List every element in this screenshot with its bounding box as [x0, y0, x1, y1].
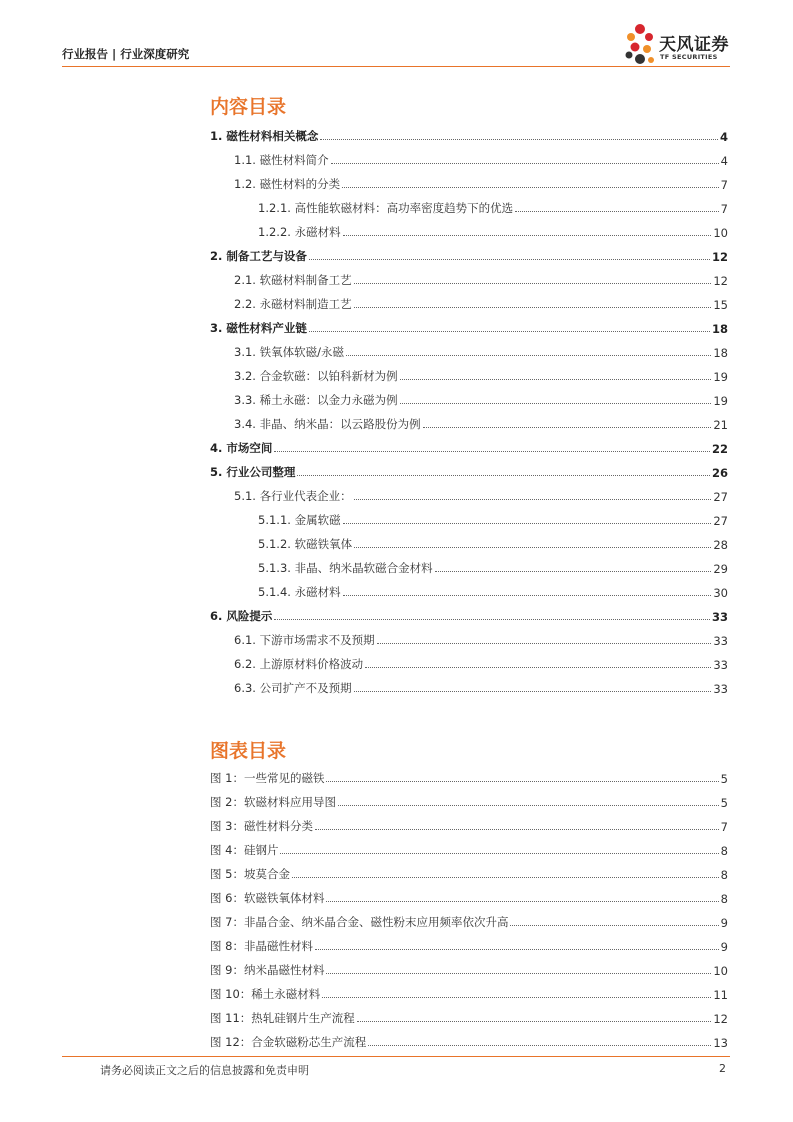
- header-divider: [62, 66, 730, 67]
- figure-entry[interactable]: [210, 762, 728, 786]
- figure-entry[interactable]: [210, 834, 728, 858]
- footer-disclaimer: 请务必阅读正文之后的信息披露和免责申明: [100, 1064, 309, 1077]
- tf-logo-icon: [623, 22, 657, 68]
- toc-entry-label: 2. 制备工艺与设备: [210, 249, 307, 263]
- figure-entry-label: 图 6：软磁铁氧体材料: [210, 891, 325, 905]
- figure-entry-page: 7: [720, 820, 728, 834]
- toc-entry[interactable]: [210, 312, 728, 336]
- toc-entry[interactable]: [210, 144, 728, 168]
- toc-entry-label: 3.4. 非晶、纳米晶：以云路股份为例: [234, 417, 421, 431]
- toc-entry-page: 33: [713, 682, 728, 696]
- dot-leader: [315, 829, 719, 830]
- dot-leader: [292, 877, 719, 878]
- toc-entry-label: 5. 行业公司整理: [210, 465, 296, 479]
- dot-leader: [510, 925, 718, 926]
- toc-entry-label: 6.2. 上游原材料价格波动: [234, 657, 364, 671]
- toc-entry[interactable]: [210, 360, 728, 384]
- toc-entry[interactable]: [210, 384, 728, 408]
- toc-entry[interactable]: [210, 408, 728, 432]
- toc-entry-label: 1. 磁性材料相关概念: [210, 129, 319, 143]
- dot-leader: [343, 235, 712, 236]
- figures-list: [210, 762, 728, 1050]
- dot-leader: [400, 403, 712, 404]
- dot-leader: [435, 571, 712, 572]
- toc-entry-label: 6.3. 公司扩产不及预期: [234, 681, 352, 695]
- toc-entry[interactable]: [210, 432, 728, 456]
- dot-leader: [343, 523, 712, 524]
- dot-leader: [354, 499, 712, 500]
- toc-entry-page: 28: [713, 538, 728, 552]
- dot-leader: [297, 475, 710, 476]
- figure-entry-label: 图 9：纳米晶磁性材料: [210, 963, 325, 977]
- toc-entry-page: 12: [713, 274, 728, 288]
- dot-leader: [354, 691, 712, 692]
- toc-entry-label: 5.1.2. 软磁铁氧体: [258, 537, 353, 551]
- toc-entry[interactable]: [210, 168, 728, 192]
- toc-entry[interactable]: [210, 528, 728, 552]
- dot-leader: [368, 1045, 711, 1046]
- toc-entry-label: 2.2. 永磁材料制造工艺: [234, 297, 352, 311]
- dot-leader: [515, 211, 719, 212]
- toc-entry[interactable]: [210, 288, 728, 312]
- toc-list: [210, 120, 728, 696]
- toc-entry-label: 6. 风险提示: [210, 609, 273, 623]
- footer-divider: [62, 1056, 730, 1057]
- toc-entry-label: 6.1. 下游市场需求不及预期: [234, 633, 375, 647]
- dot-leader: [326, 973, 711, 974]
- toc-entry[interactable]: [210, 216, 728, 240]
- toc-entry[interactable]: [210, 576, 728, 600]
- figure-entry-label: 图 5：坡莫合金: [210, 867, 290, 881]
- toc-entry-page: 27: [713, 490, 728, 504]
- figure-entry-page: 12: [713, 1012, 728, 1026]
- toc-entry-label: 5.1. 各行业代表企业：: [234, 489, 352, 503]
- figure-entry[interactable]: [210, 1026, 728, 1050]
- dot-leader: [343, 595, 712, 596]
- toc-entry-label: 1.2. 磁性材料的分类: [234, 177, 341, 191]
- dot-leader: [357, 1021, 712, 1022]
- figure-entry-page: 8: [720, 892, 728, 906]
- toc-entry-label: 3.2. 合金软磁：以铂科新材为例: [234, 369, 398, 383]
- dot-leader: [326, 901, 718, 902]
- dot-leader: [322, 997, 711, 998]
- toc-entry-page: 33: [713, 634, 728, 648]
- dot-leader: [315, 949, 719, 950]
- toc-entry-page: 33: [713, 658, 728, 672]
- figure-entry[interactable]: [210, 786, 728, 810]
- figure-entry-page: 13: [713, 1036, 728, 1050]
- figure-entry-label: 图 10：稀土永磁材料: [210, 987, 321, 1001]
- dot-leader: [354, 547, 711, 548]
- toc-entry-page: 30: [713, 586, 728, 600]
- toc-entry-page: 33: [711, 610, 728, 624]
- figure-entry[interactable]: [210, 978, 728, 1002]
- figure-entry-label: 图 3：磁性材料分类: [210, 819, 313, 833]
- dot-leader: [354, 283, 712, 284]
- toc-entry-label: 3. 磁性材料产业链: [210, 321, 307, 335]
- dot-leader: [309, 331, 710, 332]
- toc-entry-page: 19: [713, 370, 728, 384]
- toc-entry-label: 2.1. 软磁材料制备工艺: [234, 273, 352, 287]
- toc-entry-page: 7: [720, 202, 728, 216]
- dot-leader: [346, 355, 711, 356]
- figure-entry-label: 图 2：软磁材料应用导图: [210, 795, 336, 809]
- dot-leader: [331, 163, 719, 164]
- toc-entry-page: 22: [711, 442, 728, 456]
- toc-entry-page: 18: [713, 346, 728, 360]
- figure-entry[interactable]: [210, 810, 728, 834]
- figure-entry-page: 8: [720, 868, 728, 882]
- toc-entry-page: 7: [720, 178, 728, 192]
- figure-entry[interactable]: [210, 954, 728, 978]
- dot-leader: [338, 805, 719, 806]
- toc-entry-label: 1.2.2. 永磁材料: [258, 225, 341, 239]
- toc-entry-label: 5.1.3. 非晶、纳米晶软磁合金材料: [258, 561, 433, 575]
- figure-entry[interactable]: [210, 1002, 728, 1026]
- dot-leader: [320, 139, 718, 140]
- toc-entry-label: 5.1.1. 金属软磁: [258, 513, 341, 527]
- toc-entry[interactable]: [210, 192, 728, 216]
- toc-entry[interactable]: [210, 552, 728, 576]
- toc-entry-page: 4: [719, 130, 728, 144]
- figures-title: 图表目录: [210, 740, 287, 762]
- toc-entry-label: 4. 市场空间: [210, 441, 273, 455]
- logo-text-en: TF SECURITIES: [660, 53, 718, 61]
- figure-entry[interactable]: [210, 882, 728, 906]
- toc-entry[interactable]: [210, 624, 728, 648]
- dot-leader: [423, 427, 712, 428]
- figure-entry-page: 11: [713, 988, 728, 1002]
- toc-entry-page: 27: [713, 514, 728, 528]
- dot-leader: [365, 667, 711, 668]
- toc-entry[interactable]: [210, 600, 728, 624]
- figure-entry-label: 图 11：热轧硅钢片生产流程: [210, 1011, 355, 1025]
- toc-entry-label: 3.3. 稀土永磁：以金力永磁为例: [234, 393, 398, 407]
- toc-title: 内容目录: [210, 96, 287, 118]
- toc-entry[interactable]: [210, 504, 728, 528]
- figure-entry-page: 5: [720, 772, 728, 786]
- toc-entry-page: 26: [711, 466, 728, 480]
- dot-leader: [274, 451, 710, 452]
- toc-entry-page: 19: [713, 394, 728, 408]
- toc-entry[interactable]: [210, 336, 728, 360]
- figure-entry-page: 9: [720, 916, 728, 930]
- toc-entry[interactable]: [210, 240, 728, 264]
- toc-entry-label: 5.1.4. 永磁材料: [258, 585, 341, 599]
- header-title: 行业报告 | 行业深度研究: [62, 47, 190, 61]
- dot-leader: [280, 853, 718, 854]
- toc-entry[interactable]: [210, 120, 728, 144]
- figure-entry-label: 图 4：硅钢片: [210, 843, 279, 857]
- toc-entry[interactable]: [210, 480, 728, 504]
- company-logo: [623, 22, 733, 68]
- figure-entry-page: 8: [720, 844, 728, 858]
- toc-entry-label: 1.1. 磁性材料简介: [234, 153, 329, 167]
- dot-leader: [377, 643, 712, 644]
- figure-entry-label: 图 12：合金软磁粉芯生产流程: [210, 1035, 367, 1049]
- toc-entry-page: 4: [720, 154, 728, 168]
- figure-entry-page: 10: [713, 964, 728, 978]
- toc-entry-page: 10: [713, 226, 728, 240]
- toc-entry-page: 12: [711, 250, 728, 264]
- toc-entry-label: 3.1. 铁氧体软磁/永磁: [234, 345, 344, 359]
- toc-entry-page: 29: [713, 562, 728, 576]
- toc-entry-page: 15: [713, 298, 728, 312]
- figure-entry-label: 图 7：非晶合金、纳米晶合金、磁性粉末应用频率依次升高: [210, 915, 509, 929]
- figure-entry-page: 9: [720, 940, 728, 954]
- dot-leader: [354, 307, 712, 308]
- logo-text-cn: 天风证券: [659, 35, 729, 55]
- dot-leader: [400, 379, 712, 380]
- figure-entry-label: 图 1：一些常见的磁铁: [210, 771, 325, 785]
- toc-entry-label: 1.2.1. 高性能软磁材料：高功率密度趋势下的优选: [258, 201, 514, 215]
- dot-leader: [326, 781, 718, 782]
- toc-entry-page: 21: [713, 418, 728, 432]
- toc-entry[interactable]: [210, 456, 728, 480]
- figure-entry-label: 图 8：非晶磁性材料: [210, 939, 313, 953]
- toc-entry[interactable]: [210, 648, 728, 672]
- page-number: 2: [719, 1062, 726, 1075]
- toc-entry-page: 18: [711, 322, 728, 336]
- figure-entry[interactable]: [210, 906, 728, 930]
- figure-entry-page: 5: [720, 796, 728, 810]
- dot-leader: [274, 619, 710, 620]
- toc-entry[interactable]: [210, 264, 728, 288]
- toc-entry[interactable]: [210, 672, 728, 696]
- figure-entry[interactable]: [210, 858, 728, 882]
- dot-leader: [342, 187, 719, 188]
- figure-entry[interactable]: [210, 930, 728, 954]
- dot-leader: [309, 259, 710, 260]
